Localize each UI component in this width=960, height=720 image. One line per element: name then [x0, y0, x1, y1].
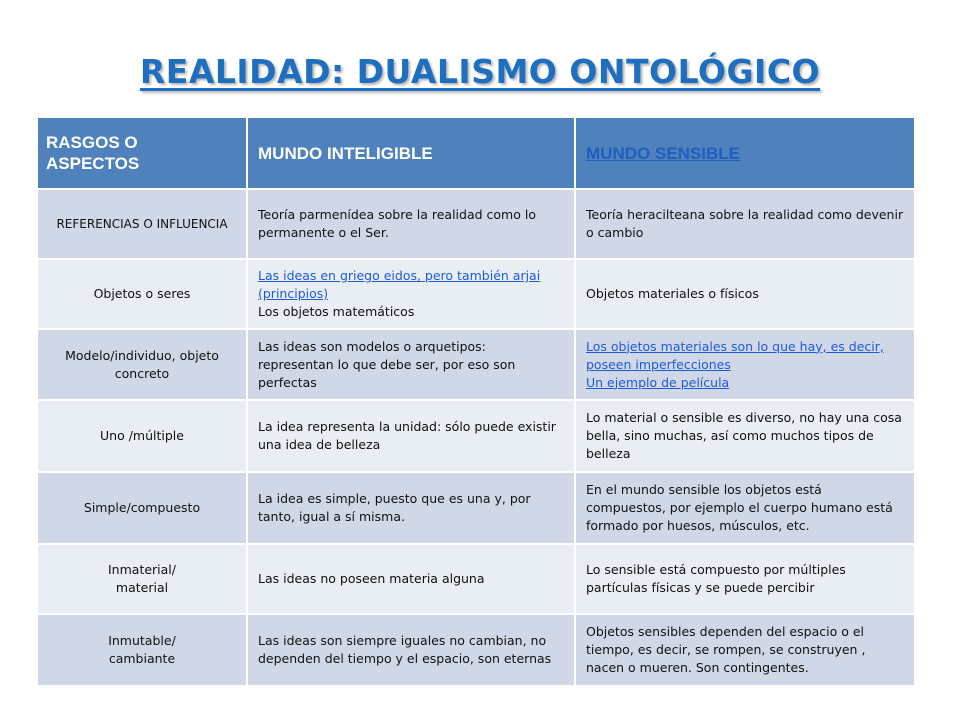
- table-row: [38, 190, 914, 260]
- comparison-table-container: [38, 118, 914, 687]
- row-aspect: Uno /múltiple: [38, 401, 248, 473]
- table-header-row: [38, 118, 914, 190]
- ideas-eidos-link[interactable]: Las ideas en griego eidos, pero también arjai (principios): [258, 268, 541, 301]
- row-inteligible: [248, 260, 576, 330]
- table-row: [38, 260, 914, 330]
- row-sensible: En el mundo sensible los objetos está compuestos, por ejemplo el cuerpo humano está formado por huesos, músculos, etc.: [576, 473, 914, 545]
- row-sensible: Teoría heracilteana sobre la realidad como devenir o cambio: [576, 190, 914, 260]
- row-aspect: Modelo/individuo, objeto concreto: [38, 330, 248, 401]
- comparison-table: [38, 118, 914, 687]
- table-row: [38, 401, 914, 473]
- objetos-matematicos-text: Los objetos matemáticos: [258, 304, 415, 319]
- row-aspect: [38, 545, 248, 615]
- row-aspect: Simple/compuesto: [38, 473, 248, 545]
- header-aspects-line2: ASPECTOS: [46, 154, 140, 173]
- row-inteligible: Las ideas son modelos o arquetipos: representan lo que debe ser, por eso son perfectas: [248, 330, 576, 401]
- header-mundo-inteligible: MUNDO INTELIGIBLE: [248, 118, 576, 190]
- table-row: [38, 473, 914, 545]
- row-aspect: REFERENCIAS O INFLUENCIA: [38, 190, 248, 260]
- table-row: [38, 615, 914, 687]
- row-sensible: Lo material o sensible es diverso, no hay una cosa bella, sino muchas, así como muchos tipos de belleza: [576, 401, 914, 473]
- table-row: [38, 330, 914, 401]
- row-inteligible: La idea es simple, puesto que es una y, por tanto, igual a sí misma.: [248, 473, 576, 545]
- row-sensible: Lo sensible está compuesto por múltiples partículas físicas y se puede percibir: [576, 545, 914, 615]
- row-sensible: [576, 330, 914, 401]
- row-inteligible: Teoría parmenídea sobre la realidad como lo permanente o el Ser.: [248, 190, 576, 260]
- page-title: REALIDAD: DUALISMO ONTOLÓGICO: [139, 52, 821, 91]
- header-aspects: [38, 118, 248, 190]
- row-aspect-line1: Inmaterial/: [108, 562, 176, 577]
- ejemplo-pelicula-link[interactable]: Un ejemplo de película: [586, 374, 730, 390]
- row-aspect-line1: Inmutable/: [108, 633, 176, 648]
- row-aspect: [38, 615, 248, 687]
- row-inteligible: Las ideas son siempre iguales no cambian, no dependen del tiempo y el espacio, son eternas: [248, 615, 576, 687]
- header-aspects-line1: RASGOS O: [46, 133, 138, 152]
- row-aspect-line2: cambiante: [108, 651, 176, 666]
- objetos-materiales-link[interactable]: Los objetos materiales son lo que hay, es decir, poseen imperfecciones: [586, 338, 884, 372]
- row-aspect-line2: material: [115, 580, 169, 595]
- mundo-sensible-link[interactable]: MUNDO SENSIBLE: [586, 143, 740, 163]
- row-inteligible: Las ideas no poseen materia alguna: [248, 545, 576, 615]
- row-sensible: Objetos materiales o físicos: [576, 260, 914, 330]
- row-inteligible: La idea representa la unidad: sólo puede existir una idea de belleza: [248, 401, 576, 473]
- header-mundo-sensible[interactable]: [576, 118, 914, 190]
- row-aspect: Objetos o seres: [38, 260, 248, 330]
- row-sensible: Objetos sensibles dependen del espacio o el tiempo, es decir, se rompen, se construyen , nacen o mueren. Son contingentes.: [576, 615, 914, 687]
- table-row: [38, 545, 914, 615]
